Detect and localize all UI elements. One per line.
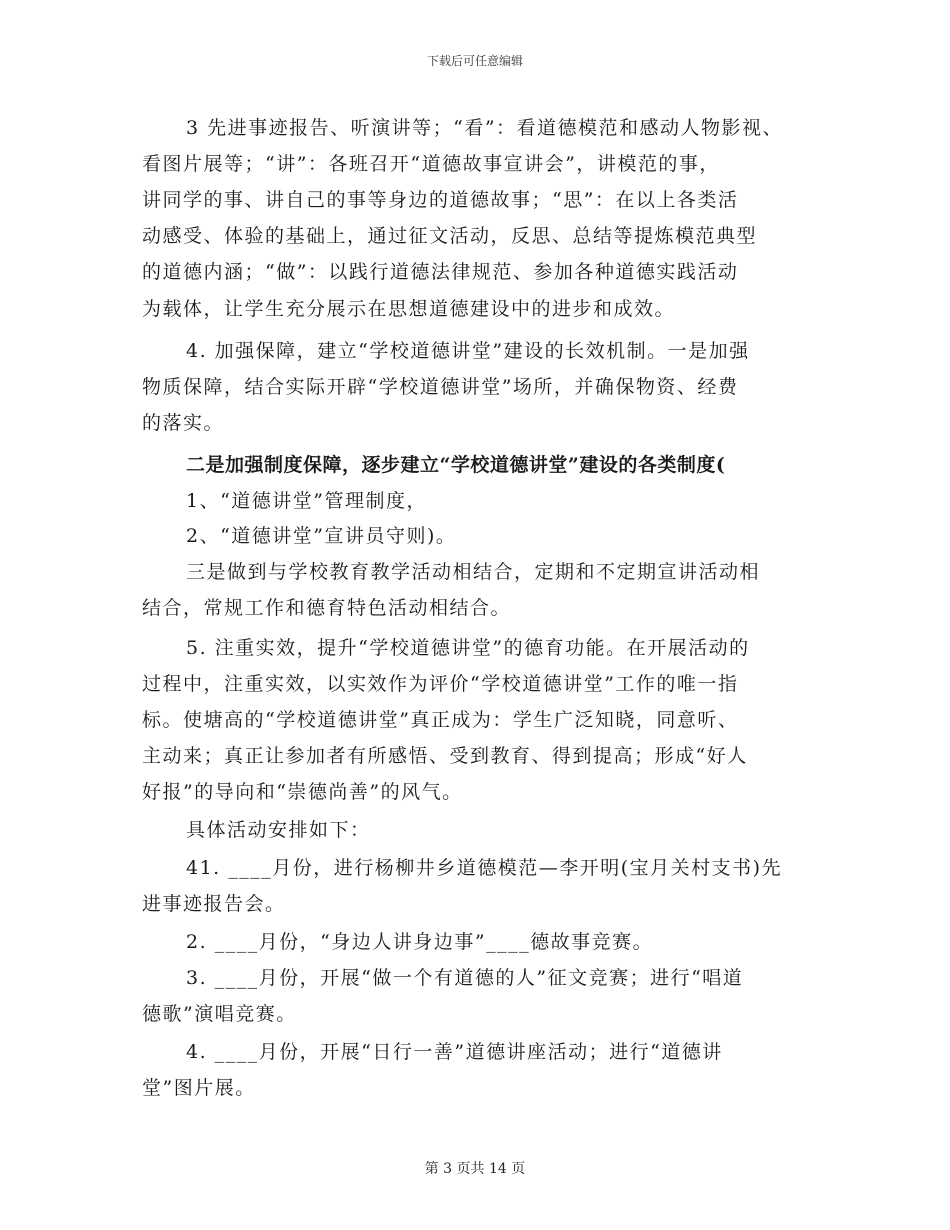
text-line: 德歌”演唱竞赛。 — [142, 1003, 297, 1025]
text-line: 4. 加强保障，建立“学校道德讲堂”建设的长效机制。一是加强 — [186, 340, 750, 362]
text-line: 讲同学的事、讲自己的事等身边的道德故事；“思”：在以上各类活 — [142, 189, 739, 211]
bold-heading-line: 二是加强制度保障，逐步建立“学校道德讲堂”建设的各类制度( — [186, 454, 726, 476]
page-footer: 第 3 页共 14 页 — [424, 1161, 526, 1177]
text-line: 动感受、体验的基础上，通过征文活动，反思、总结等提炼模范典型 — [142, 225, 758, 247]
text-line: 结合，常规工作和德育特色活动相结合。 — [142, 597, 512, 619]
text-line: 的道德内涵；“做”：以践行道德法律规范、参加各种道德实践活动 — [142, 261, 739, 283]
text-line: 的落实。 — [142, 412, 225, 434]
text-line: 5. 注重实效，提升“学校道德讲堂”的德育功能。在开展活动的 — [186, 637, 750, 659]
text-line: 标。使塘高的“学校道德讲堂”真正成为：学生广泛知晓，同意听、 — [142, 709, 739, 731]
text-line: 过程中，注重实效，以实效作为评价“学校道德讲堂”工作的唯一指 — [142, 673, 739, 695]
text-line: 3 先进事迹报告、听演讲等；“看”：看道德模范和感动人物影视、 — [186, 117, 784, 139]
text-line: 1、“道德讲堂”管理制度， — [186, 490, 428, 512]
text-line: 三是做到与学校教育教学活动相结合，定期和不定期宣讲活动相 — [186, 561, 761, 583]
page-header: 下载后可任意编辑 — [426, 54, 523, 68]
text-line: 堂”图片展。 — [142, 1077, 256, 1099]
text-line: 好报”的导向和“崇德尚善”的风气。 — [142, 781, 463, 803]
text-line: 物质保障，结合实际开辟“学校道德讲堂”场所，并确保物资、经费 — [142, 376, 739, 398]
text-line: 41. ____月份，进行杨柳井乡道德模范—李开明(宝月关村支书)先 — [186, 857, 783, 879]
text-line: 主动来；真正让参加者有所感悟、受到教育、得到提高；形成“好人 — [142, 745, 748, 767]
text-line: 具体活动安排如下： — [186, 819, 371, 841]
text-line: 2. ____月份，“身边人讲身边事”____德故事竞赛。 — [186, 931, 654, 953]
text-line: 3. ____月份，开展“做一个有道德的人”征文竞赛；进行“唱道 — [186, 967, 744, 989]
text-line: 4. ____月份，开展“日行一善”道德讲座活动；进行“道德讲 — [186, 1041, 723, 1063]
text-line: 进事迹报告会。 — [142, 893, 286, 915]
text-line: 为载体，让学生充分展示在思想道德建设中的进步和成效。 — [142, 298, 676, 320]
text-line: 看图片展等；“讲”：各班召开“道德故事宣讲会”，讲模范的事， — [142, 153, 720, 175]
text-line: 2、“道德讲堂”宣讲员守则)。 — [186, 525, 457, 547]
